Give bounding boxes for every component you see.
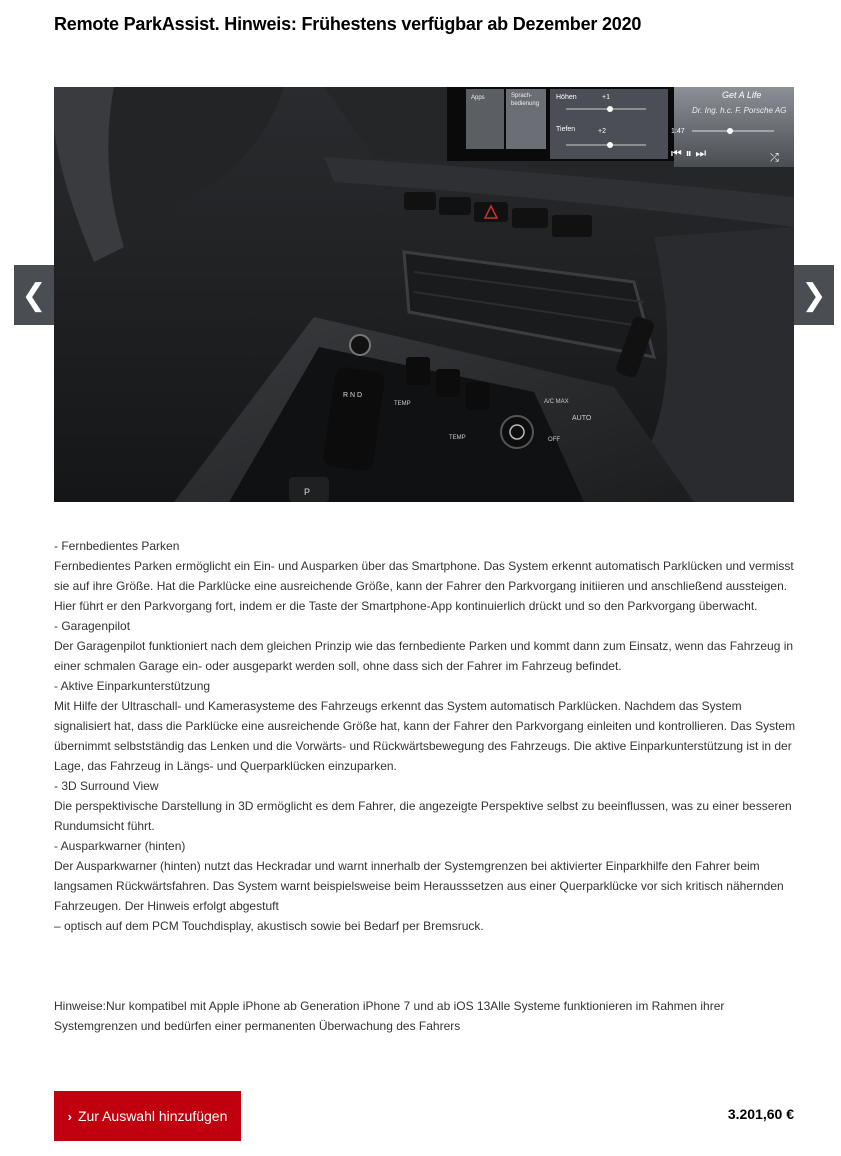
- chevron-right-icon: ›: [67, 1108, 72, 1124]
- feature-description: [54, 536, 798, 936]
- screen-tiefen-value: +2: [598, 128, 606, 135]
- ac-label: A/C MAX: [544, 399, 569, 405]
- chevron-right-icon: ❯: [801, 277, 827, 313]
- desc-line: Der Ausparkwarner (hinten) nutzt das Heckradar und warnt innerhalb der Systemgrenzen bei aktivierter Einparkhilfe den Fahrer beim langsamen Rückwärtsfahren. Das System warnt beispielsweise beim Herausssetzen aus einer Querparklücke vor sich kritisch nähernden Fahrzeugen. Der Hinweis erfolgt abgestuft: [54, 859, 784, 913]
- desc-line: Mit Hilfe der Ultraschall- und Kamerasysteme des Fahrzeugs erkennt das System automatisch Parklücken. Nachdem das System signalisiert hat, dass die Parklücke eine ausreichende Größe hat, kann der Fahrer den Parkvorgang einleiten und kontrollieren. Das System übernimmt selbstständig das Lenken und die Vorwärts- und Rückwärtsbewegung des Fahrzeugs. Die aktive Einparkunterstützung ist in der Lage, das Fahrzeug in Längs- und Querparklücken einzuparken.: [54, 699, 796, 773]
- screen-bedienung-label: bedienung: [511, 101, 540, 107]
- add-to-selection-label: Zur Auswahl hinzufügen: [77, 1108, 228, 1124]
- temp-right-label: TEMP: [449, 435, 466, 441]
- desc-line: Der Garagenpilot funktioniert nach dem gleichen Prinzip wie das fernbediente Parken und kommt dann zum Einsatz, wenn das Fahrzeug in einer schmalen Garage ein- oder ausgeparkt werden soll, ohne dass sich der Fahrer im Fahrzeug befindet.: [54, 639, 794, 673]
- desc-line: Die perspektivische Darstellung in 3D ermöglicht es dem Fahrer, die angezeigte Perspektive selbst zu beeinflussen, was zu einer besseren Rundumsicht führt.: [54, 799, 792, 833]
- screen-hoehen-label: Höhen: [556, 94, 577, 101]
- page-title: Remote ParkAssist. Hinweis: Frühestens verfügbar ab Dezember 2020: [54, 14, 642, 34]
- park-label: P: [304, 487, 311, 497]
- desc-line: - Garagenpilot: [54, 619, 131, 633]
- off-label: OFF: [548, 437, 560, 443]
- screen-artist: Dr. Ing. h.c. F. Porsche AG: [692, 106, 787, 115]
- add-to-selection-button[interactable]: [54, 1091, 241, 1141]
- screen-song-title: Get A Life: [722, 90, 762, 100]
- chevron-left-icon: ❮: [21, 277, 47, 313]
- gallery-next-button[interactable]: [794, 265, 834, 325]
- interior-photo: [54, 87, 794, 502]
- screen-sprach-label: Sprach-: [511, 93, 533, 99]
- svg-text:⏮ ⏸ ⏭: ⏮ ⏸ ⏭: [671, 146, 707, 160]
- screen-tiefen-label: Tiefen: [556, 126, 576, 133]
- screen-hoehen-value: +1: [602, 94, 610, 101]
- temp-left-label: TEMP: [394, 401, 411, 407]
- price: 3.201,60 €: [727, 1106, 794, 1122]
- svg-text:⤮: ⤮: [770, 151, 779, 164]
- gear-label: R N D: [343, 392, 363, 399]
- desc-line: Fernbedientes Parken ermöglicht ein Ein- und Ausparken über das Smartphone. Das System erkennt automatisch Parklücken und vermisst sie auf ihre Größe. Hat die Parklücke eine ausreichende Größe, kann der Fahrer den Parkvorgang initiieren und anschließend aussteigen. Hier führt er den Parkvorgang fort, indem er die Taste der Smartphone-App kontinuierlich drückt und so den Parkvorgang überwacht.: [54, 559, 794, 613]
- compatibility-note: Hinweise:Nur kompatibel mit Apple iPhone ab Generation iPhone 7 und ab iOS 13Alle Systeme funktionieren im Rahmen ihrer Systemgrenzen und bedürfen einer permanenten Überwachung des Fahrers: [54, 999, 725, 1033]
- desc-line: - 3D Surround View: [54, 779, 159, 793]
- desc-line: - Aktive Einparkunterstützung: [54, 679, 211, 693]
- gallery-prev-button[interactable]: [14, 265, 54, 325]
- desc-line: - Fernbedientes Parken: [54, 539, 180, 553]
- screen-time: 1:47: [671, 128, 685, 135]
- desc-line: - Ausparkwarner (hinten): [54, 839, 186, 853]
- screen-apps-label: Apps: [471, 95, 485, 101]
- desc-line: – optisch auf dem PCM Touchdisplay, akustisch sowie bei Bedarf per Bremsruck.: [54, 919, 484, 933]
- auto-label: AUTO: [572, 415, 592, 422]
- image-gallery[interactable]: [54, 87, 794, 502]
